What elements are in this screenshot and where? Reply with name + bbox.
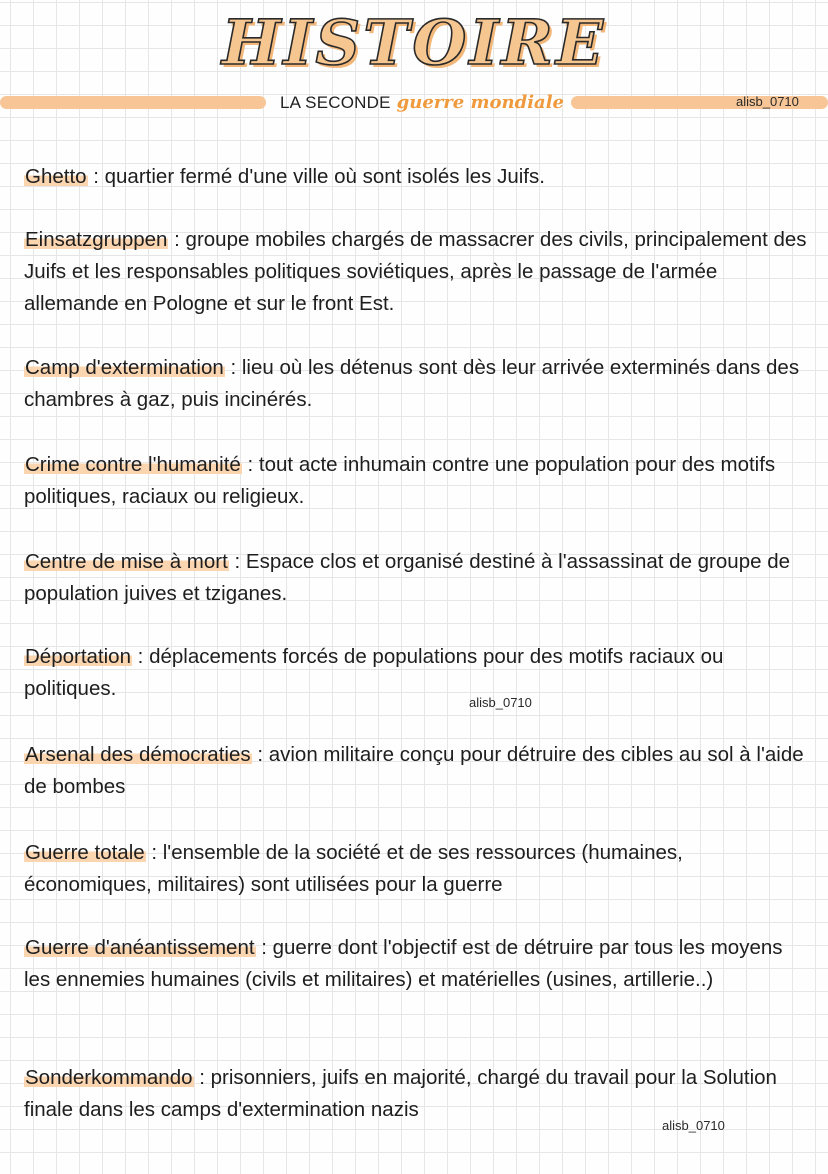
definition-entry: [24, 1062, 814, 1126]
definition-text: : déplacements forcés de populations pour des motifs raciaux ou politiques.: [24, 645, 724, 700]
definition-term: Sonderkommando: [25, 1066, 193, 1089]
definition-text: : lieu où les détenus sont dès leur arrivée exterminés dans des chambres à gaz, puis incinérés.: [24, 356, 800, 411]
definition-text: : guerre dont l'objectif est de détruire par tous les moyens les ennemies humaines (civils et militaires) et matérielles (usines, artillerie..): [24, 936, 783, 991]
definition-term: Crime contre l'humanité: [25, 453, 241, 476]
definition-term: Camp d'extermination: [25, 356, 224, 379]
definition-term: Arsenal des démocraties: [25, 743, 251, 766]
definition-entry: [24, 449, 814, 513]
title-text: HISTOIRE: [221, 6, 607, 79]
definition-entry: [24, 739, 814, 803]
header-band-left: [0, 96, 266, 109]
definition-entry: [24, 352, 814, 416]
definition-entry: [24, 161, 814, 193]
definition-text: : l'ensemble de la société et de ses ressources (humaines, économiques, militaires) sont utilisées pour la guerre: [24, 841, 683, 896]
definition-text: : quartier fermé d'une ville où sont isolés les Juifs.: [87, 165, 545, 188]
definition-term: Centre de mise à mort: [25, 550, 228, 573]
definition-term: Ghetto: [25, 165, 87, 188]
definition-entry: [24, 546, 814, 610]
definition-term: Guerre totale: [25, 841, 145, 864]
definition-entry: [24, 224, 814, 320]
definition-term: Déportation: [25, 645, 131, 668]
page-title: [0, 2, 828, 88]
definition-text: : Espace clos et organisé destiné à l'assassinat de groupe de population juives et tziganes.: [24, 550, 790, 605]
subtitle-plain: LA SECONDE: [280, 93, 391, 112]
definition-entry: [24, 837, 814, 901]
definition-text: : avion militaire conçu pour détruire des cibles au sol à l'aide de bombes: [24, 743, 804, 798]
definition-entry: [24, 932, 814, 996]
definition-text: : groupe mobiles chargés de massacrer des civils, principalement des Juifs et les responsables politiques soviétiques, après le passage de l'armée allemande en Pologne et sur le front Est.: [24, 228, 807, 315]
watermark-middle: alisb_0710: [469, 695, 532, 710]
definition-text: : prisonniers, juifs en majorité, chargé du travail pour la Solution finale dans les camps d'extermination nazis: [24, 1066, 777, 1121]
definition-term: Einsatzgruppen: [25, 228, 168, 251]
definition-text: : tout acte inhumain contre une population pour des motifs politiques, raciaux ou religieux.: [24, 453, 776, 508]
watermark-top: alisb_0710: [736, 94, 799, 109]
subtitle: [280, 90, 564, 116]
subtitle-script: guerre mondiale: [396, 92, 564, 113]
definition-entry: [24, 641, 814, 705]
definition-term: Guerre d'anéantissement: [25, 936, 255, 959]
watermark-bottom: alisb_0710: [662, 1118, 725, 1133]
